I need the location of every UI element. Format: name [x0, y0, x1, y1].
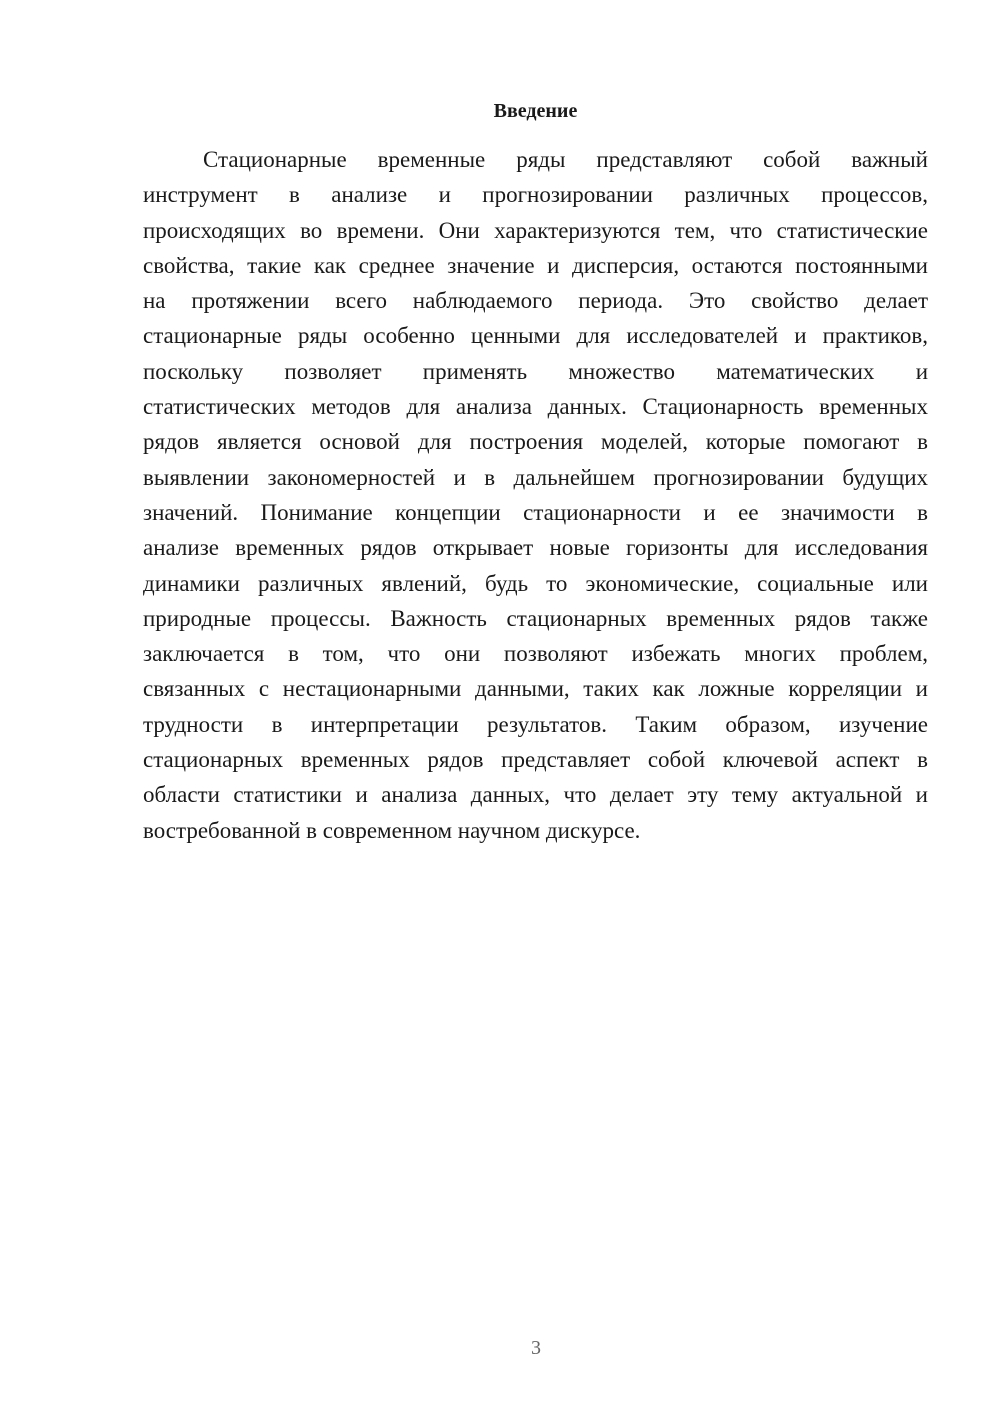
paragraph-line: рядов является основой для построения моделей, которые помогают в: [143, 429, 928, 455]
paragraph-line: выявлении закономерностей и в дальнейшем прогнозировании будущих: [143, 464, 928, 490]
paragraph-line: поскольку позволяет применять множество математических и: [143, 358, 928, 384]
paragraph-line: происходящих во времени. Они характеризуются тем, что статистические: [143, 217, 928, 243]
section-heading: Введение: [493, 100, 578, 122]
paragraph-line: востребованной в современном научном дискурсе.: [143, 817, 641, 843]
page-number: 3: [531, 1337, 541, 1359]
paragraph-line: области статистики и анализа данных, что делает эту тему актуальной и: [143, 782, 928, 808]
paragraph-line: Стационарные временные ряды представляют собой важный: [203, 147, 928, 172]
paragraph-line: анализе временных рядов открывает новые горизонты для исследования: [143, 535, 928, 561]
paragraph-line: инструмент в анализе и прогнозировании различных процессов,: [143, 182, 928, 208]
paragraph-line: статистических методов для анализа данных. Стационарность временных: [143, 394, 928, 420]
paragraph-line: заключается в том, что они позволяют избежать многих проблем,: [143, 641, 928, 667]
paragraph-line: значений. Понимание концепции стационарности и ее значимости в: [143, 499, 928, 525]
paragraph-line: природные процессы. Важность стационарных временных рядов также: [143, 605, 928, 631]
paragraph-line: трудности в интерпретации результатов. Таким образом, изучение: [143, 711, 928, 737]
paragraph-line: на протяжении всего наблюдаемого периода. Это свойство делает: [143, 288, 928, 314]
paragraph-line: связанных с нестационарными данными, таких как ложные корреляции и: [143, 676, 928, 702]
paragraph-line: стационарные ряды особенно ценными для исследователей и практиков,: [143, 323, 928, 349]
paragraph-line: стационарных временных рядов представляет собой ключевой аспект в: [143, 747, 928, 773]
introduction-paragraph: [143, 142, 928, 848]
paragraph-line: динамики различных явлений, будь то экономические, социальные или: [143, 570, 928, 596]
paragraph-line: свойства, такие как среднее значение и дисперсия, остаются постоянными: [143, 252, 928, 278]
